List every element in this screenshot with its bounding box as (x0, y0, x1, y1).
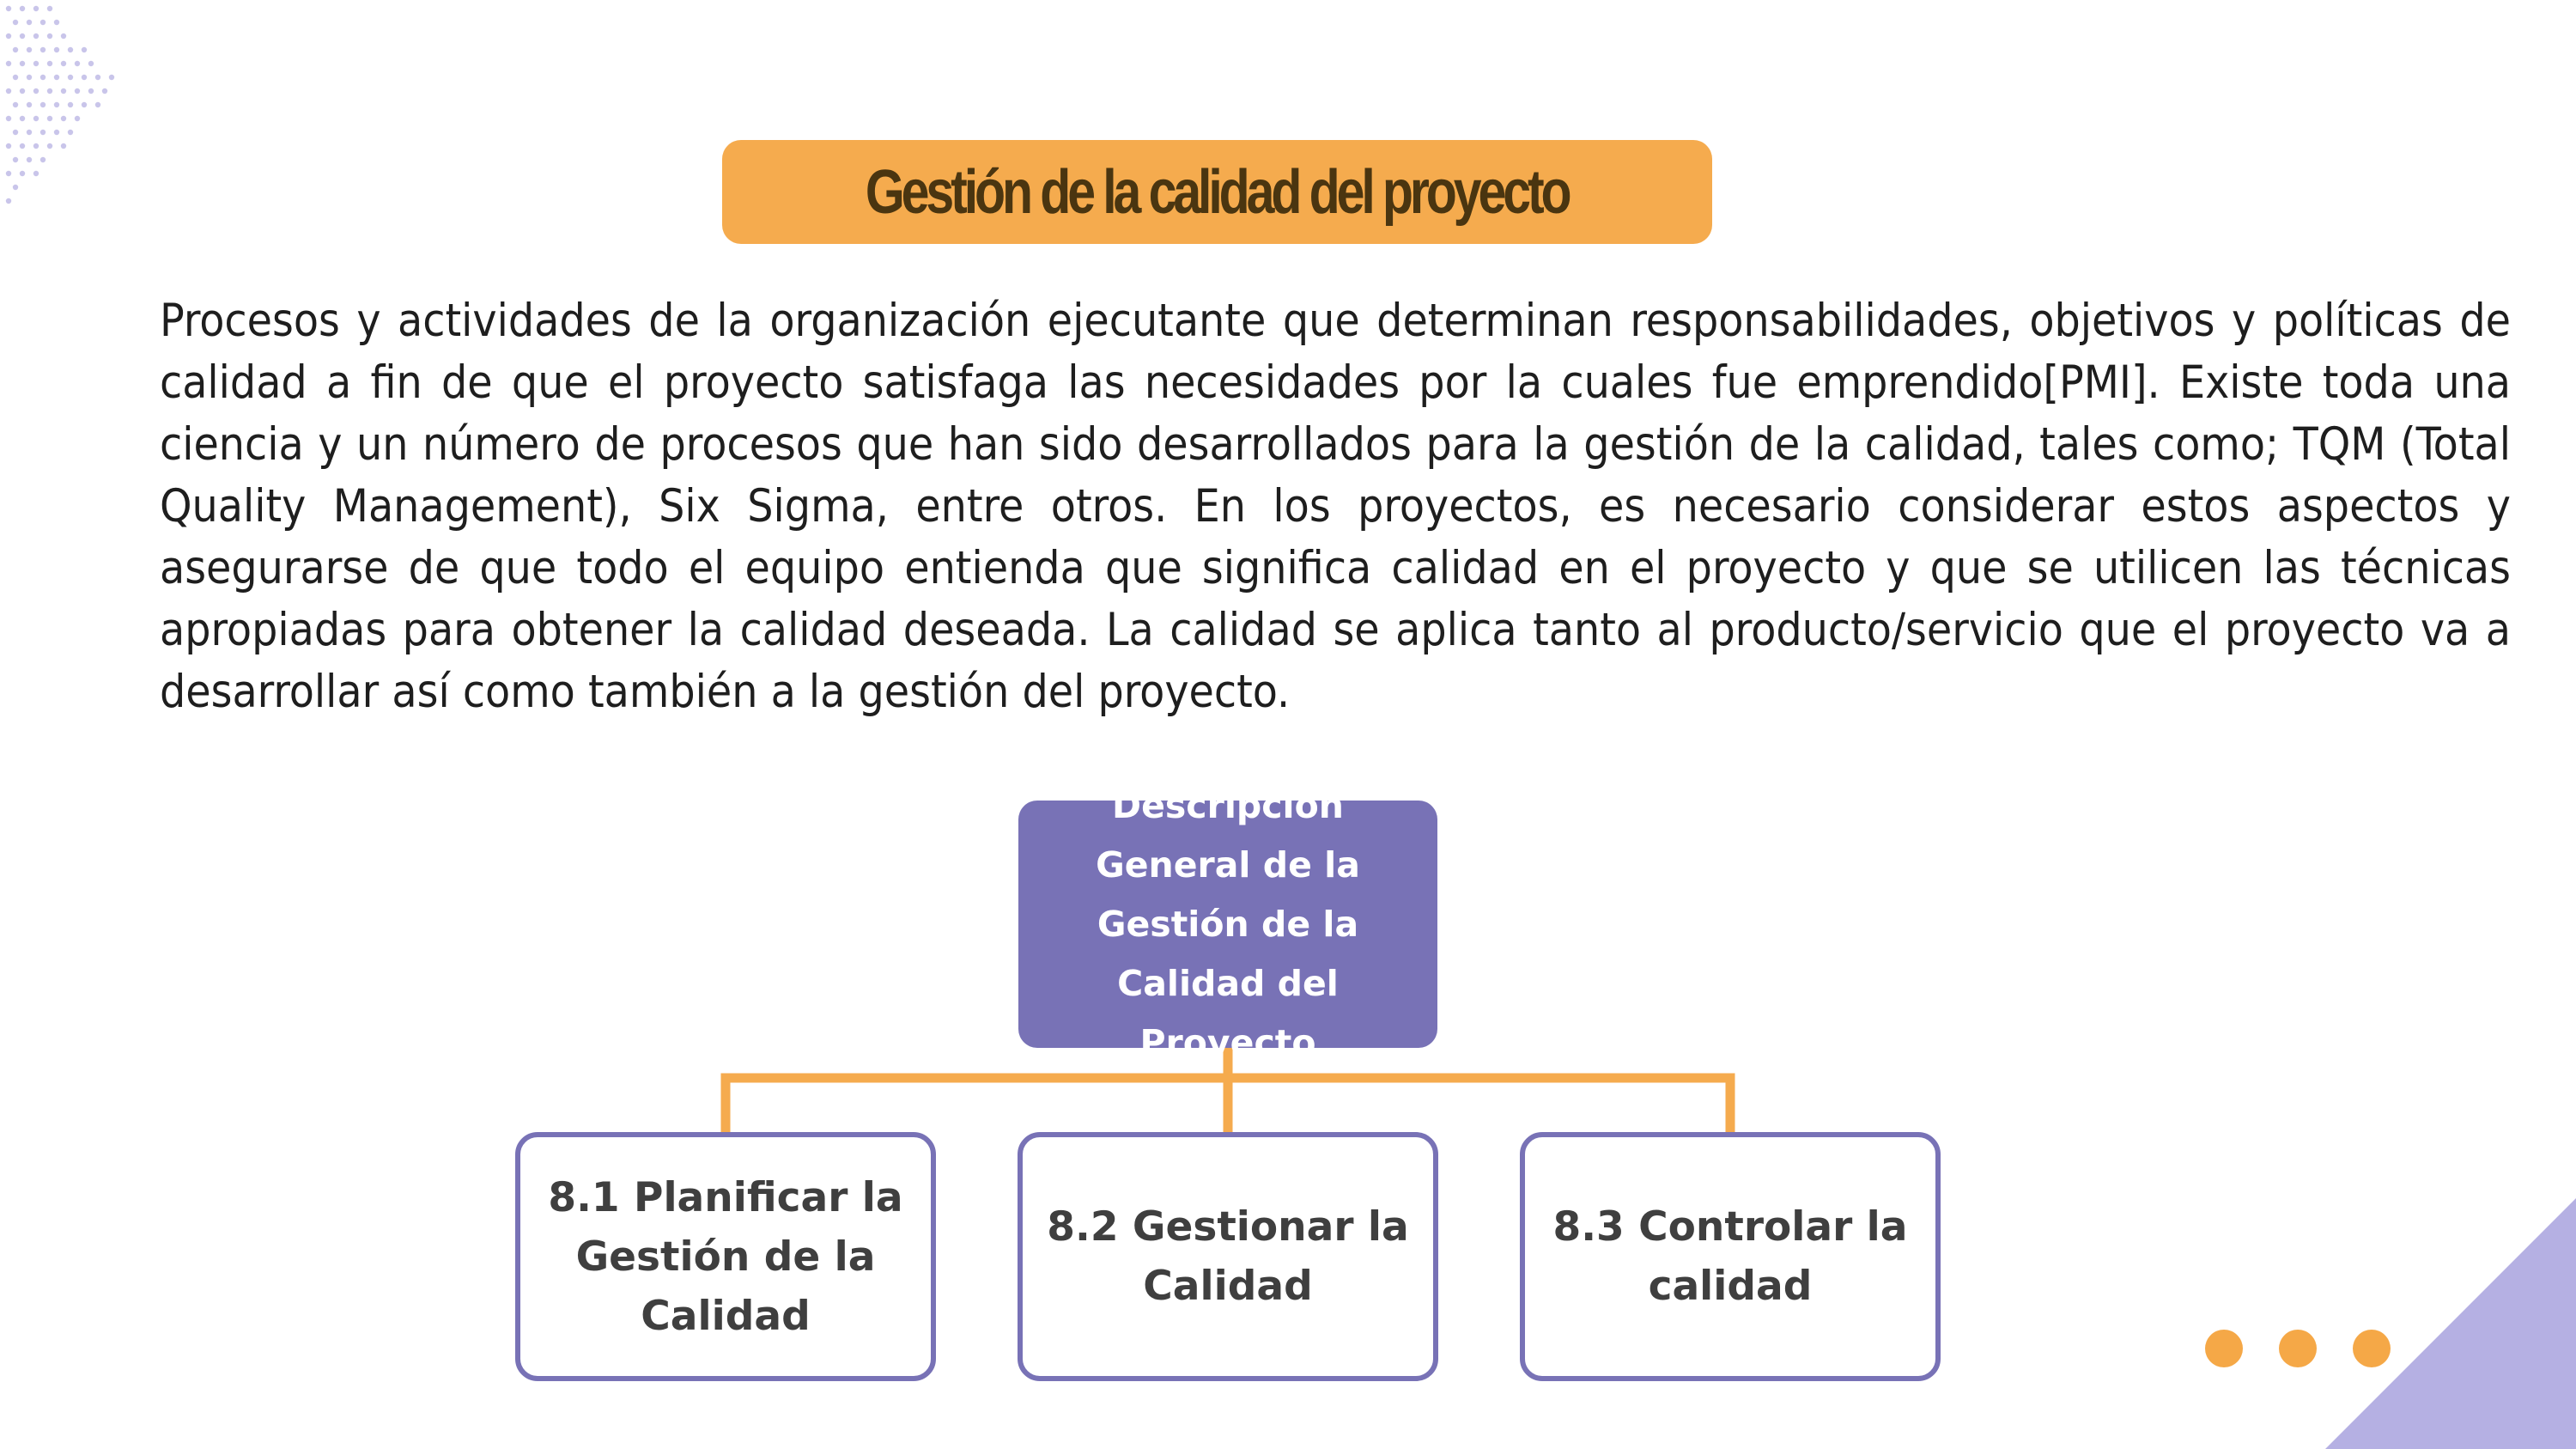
root-node-label: Descripción General de la Gestión de la Calidad del Proyecto (1096, 784, 1360, 1063)
decorative-orange-dot (2279, 1330, 2317, 1367)
decorative-orange-dot (2205, 1330, 2243, 1367)
decorative-corner-triangle (2325, 1198, 2576, 1449)
node-8-2-label: 8.2 Gestionar la Calidad (1047, 1203, 1409, 1310)
node-8-1-label: 8.1 Planificar la Gestión de la Calidad (548, 1173, 903, 1340)
diagram-root-node (1018, 784, 1437, 1063)
diagram-node-8-1 (515, 1132, 936, 1381)
diagram-node-8-3 (1520, 1132, 1941, 1381)
paragraph-text: Procesos y actividades de la organización ejecutante que determinan responsabilidades, objetivos y políticas de calidad a fin de que el proyecto satisfaga las necesidades por la cuales fue emprendido[PMI]. Existe toda una ciencia y un número de procesos que han sido desarrollados para la gestión de la calidad, tales como; TQM (Total Quality Management), Six Sigma, entre otros. En los proyectos, es necesario considerar estos aspectos y asegurarse de que todo el equipo entienda que significa calidad en el proyecto y que se utilicen las técnicas apropiadas para obtener la calidad deseada. La calidad se aplica tanto al producto/servicio que el proyecto va a desarrollar así como también a la gestión del proyecto. (160, 295, 2511, 718)
decorative-orange-dot (2353, 1330, 2391, 1367)
node-8-3-label: 8.3 Controlar la calidad (1552, 1203, 1908, 1310)
page-title: Gestión de la calidad del proyecto (866, 157, 1569, 227)
diagram-node-8-2 (1018, 1132, 1438, 1381)
